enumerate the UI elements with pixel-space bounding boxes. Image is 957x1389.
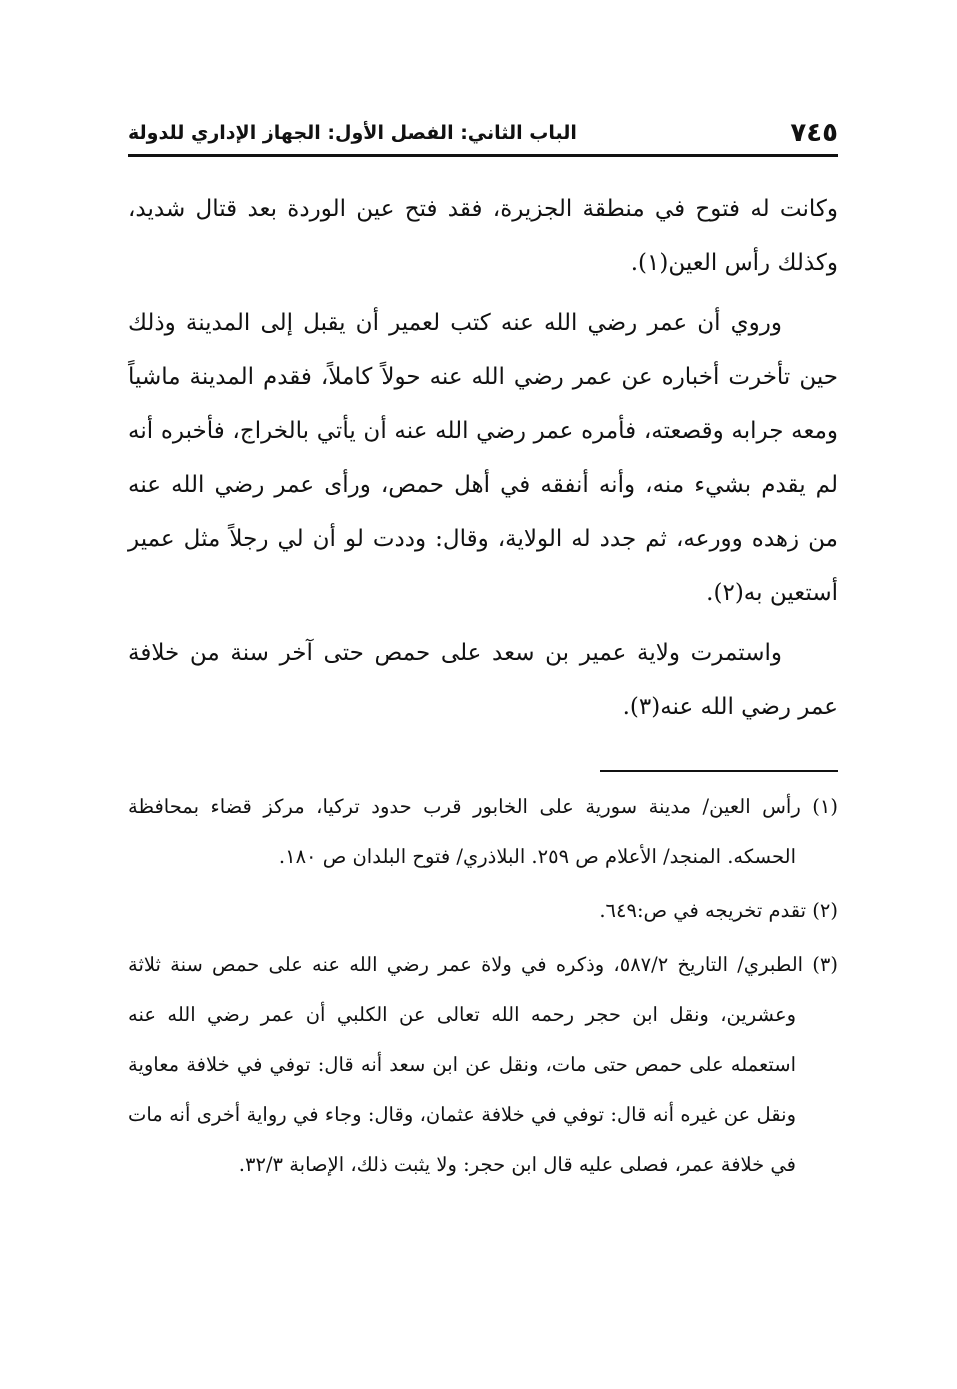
paragraph: وروي أن عمر رضي الله عنه كتب لعمير أن يقبل إلى المدينة وذلك حين تأخرت أخباره عن عمر رضي الله عنه حولاً كاملاً، فقدم المدينة ماشياً ومعه جرابه وقصعته، فأمره عمر رضي الله عنه أن يأتي بالخراج، فأخبره أنه لم يقدم بشيء منه، وأنه أنفقه في أهل حمص، ورأى عمر رضي الله عنه من زهده وورعه، ثم جدد له الولاية، وقال: وددت لو أن لي رجلاً مثل عمير أستعين به(٢). — [128, 310, 838, 606]
main-text — [128, 182, 838, 740]
paragraph: وكانت له فتوح في منطقة الجزيرة، فقد فتح عين الوردة بعد قتال شديد، وكذلك رأس العين(١). — [128, 196, 838, 276]
footnote: (٢) تقدم تخريجه في ص:٦٤٩. — [599, 899, 838, 922]
footnote-separator — [600, 770, 838, 772]
footnote: (٣) الطبري/ التاريخ ٥٨٧/٢، وذكره في ولاة عمر رضي الله عنه على حمص سنة ثلاثة وعشرين، ونقل ابن حجر رحمه الله تعالى عن الكلبي أن عمر رضي الله عنه استعمله على حمص حتى مات، ونقل عن ابن سعد أنه قال: توفي في خلافة معاوية ونقل عن غيره أنه قال: توفي في خلافة عثمان، وقال: وجاء في رواية أخرى أنه مات في خلافة عمر، فصلى عليه قال ابن حجر: ولا يثبت ذلك، الإصابة ٣٢/٣. — [128, 953, 838, 1176]
footnote: (١) رأس العين/ مدينة سورية على الخابور قرب حدود تركيا، مركز قضاء بمحافظة الحسكه. المنجد/ الأعلام ص ٢٥٩. البلاذري/ فتوح البلدان ص ١٨٠. — [128, 795, 838, 868]
running-header — [128, 114, 838, 157]
footnotes — [128, 782, 838, 1194]
paragraph: واستمرت ولاية عمير بن سعد على حمص حتى آخر سنة من خلافة عمر رضي الله عنه(٣). — [128, 640, 838, 720]
chapter-title: الباب الثاني: الفصل الأول: الجهاز الإداري للدولة — [128, 122, 577, 144]
page-number: ٧٤٥ — [790, 118, 838, 148]
